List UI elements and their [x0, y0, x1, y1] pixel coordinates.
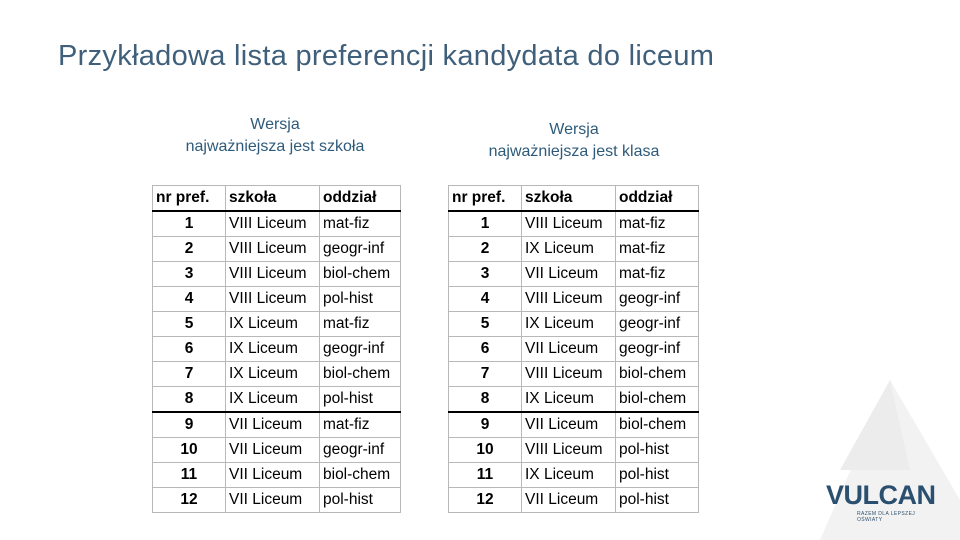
pref-number-cell: 10: [449, 438, 522, 463]
school-cell: IX Liceum: [522, 387, 616, 413]
header-class: oddział: [320, 186, 401, 212]
pref-number-cell: 5: [449, 312, 522, 337]
school-cell: VII Liceum: [522, 488, 616, 513]
class-cell: pol-hist: [320, 488, 401, 513]
school-cell: VII Liceum: [522, 262, 616, 287]
table-row: [449, 337, 699, 362]
class-cell: mat-fiz: [320, 312, 401, 337]
logo-tagline: RAZEM DLA LEPSZEJ OŚWIATY: [857, 511, 916, 523]
table-row: [153, 211, 401, 237]
header-school: szkoła: [226, 186, 320, 212]
left-caption-line2: najważniejsza jest szkoła: [185, 138, 365, 155]
school-cell: IX Liceum: [522, 237, 616, 262]
pref-number-cell: 3: [153, 262, 226, 287]
pref-number-cell: 4: [153, 287, 226, 312]
table-row: [153, 362, 401, 387]
class-cell: geogr-inf: [320, 438, 401, 463]
header-pref-number: nr pref.: [449, 186, 522, 212]
pref-number-cell: 10: [153, 438, 226, 463]
pref-number-cell: 9: [153, 412, 226, 438]
class-priority-table: [448, 185, 699, 513]
class-cell: mat-fiz: [616, 237, 699, 262]
class-cell: geogr-inf: [616, 287, 699, 312]
header-class: oddział: [616, 186, 699, 212]
class-cell: geogr-inf: [616, 312, 699, 337]
class-cell: geogr-inf: [320, 337, 401, 362]
table-row: [449, 412, 699, 438]
class-cell: pol-hist: [616, 463, 699, 488]
class-cell: mat-fiz: [320, 412, 401, 438]
school-cell: VII Liceum: [226, 463, 320, 488]
school-priority-table: [152, 185, 401, 513]
right-caption-line2: najważniejsza jest klasa: [488, 143, 660, 160]
table-row: [153, 463, 401, 488]
pref-number-cell: 8: [449, 387, 522, 413]
pref-number-cell: 7: [153, 362, 226, 387]
pref-number-cell: 4: [449, 287, 522, 312]
table-row: [449, 312, 699, 337]
class-cell: biol-chem: [616, 362, 699, 387]
pref-number-cell: 12: [153, 488, 226, 513]
class-cell: biol-chem: [320, 463, 401, 488]
class-cell: mat-fiz: [616, 262, 699, 287]
right-table-caption: [446, 119, 702, 163]
school-cell: VIII Liceum: [226, 262, 320, 287]
pref-number-cell: 6: [449, 337, 522, 362]
school-cell: VII Liceum: [522, 337, 616, 362]
class-cell: pol-hist: [616, 488, 699, 513]
pref-number-cell: 11: [449, 463, 522, 488]
vulcan-logo: [826, 480, 938, 523]
class-cell: biol-chem: [616, 387, 699, 413]
class-cell: mat-fiz: [616, 211, 699, 237]
school-cell: IX Liceum: [522, 312, 616, 337]
school-cell: VII Liceum: [226, 412, 320, 438]
slide-title: Przykładowa lista preferencji kandydata do liceum: [58, 40, 715, 72]
pref-number-cell: 12: [449, 488, 522, 513]
table-row: [449, 362, 699, 387]
table-row: [153, 337, 401, 362]
table-row: [153, 262, 401, 287]
table-row: [449, 463, 699, 488]
school-cell: VIII Liceum: [226, 211, 320, 237]
class-cell: pol-hist: [616, 438, 699, 463]
pref-number-cell: 2: [153, 237, 226, 262]
school-cell: VIII Liceum: [522, 287, 616, 312]
class-cell: pol-hist: [320, 387, 401, 413]
school-cell: VIII Liceum: [522, 211, 616, 237]
table-row: [449, 287, 699, 312]
table-row: [449, 262, 699, 287]
pref-number-cell: 1: [153, 211, 226, 237]
table-row: [449, 237, 699, 262]
table-row: [449, 387, 699, 413]
pref-number-cell: 7: [449, 362, 522, 387]
pref-number-cell: 2: [449, 237, 522, 262]
pref-number-cell: 6: [153, 337, 226, 362]
table-row: [153, 287, 401, 312]
school-cell: IX Liceum: [522, 463, 616, 488]
school-cell: IX Liceum: [226, 387, 320, 413]
class-cell: biol-chem: [320, 262, 401, 287]
left-caption-line1: Wersja: [250, 116, 300, 133]
table-row: [153, 237, 401, 262]
table-row: [449, 211, 699, 237]
school-cell: VIII Liceum: [226, 287, 320, 312]
class-cell: geogr-inf: [320, 237, 401, 262]
school-cell: VII Liceum: [226, 438, 320, 463]
school-cell: VII Liceum: [226, 488, 320, 513]
class-cell: biol-chem: [320, 362, 401, 387]
right-caption-line1: Wersja: [549, 121, 599, 138]
class-cell: geogr-inf: [616, 337, 699, 362]
table-header-row: [153, 186, 401, 212]
pref-number-cell: 1: [449, 211, 522, 237]
school-cell: VIII Liceum: [522, 362, 616, 387]
table-row: [153, 438, 401, 463]
pref-number-cell: 3: [449, 262, 522, 287]
header-school: szkoła: [522, 186, 616, 212]
pref-number-cell: 11: [153, 463, 226, 488]
school-cell: IX Liceum: [226, 312, 320, 337]
table-row: [449, 488, 699, 513]
pref-number-cell: 8: [153, 387, 226, 413]
class-cell: pol-hist: [320, 287, 401, 312]
header-pref-number: nr pref.: [153, 186, 226, 212]
left-table-caption: [150, 114, 400, 158]
school-cell: VII Liceum: [522, 412, 616, 438]
class-cell: mat-fiz: [320, 211, 401, 237]
school-cell: VIII Liceum: [226, 237, 320, 262]
table-row: [153, 412, 401, 438]
school-cell: IX Liceum: [226, 337, 320, 362]
table-row: [153, 312, 401, 337]
school-cell: VIII Liceum: [522, 438, 616, 463]
table-row: [153, 387, 401, 413]
logo-name: VULCAN: [826, 480, 936, 510]
school-cell: IX Liceum: [226, 362, 320, 387]
class-cell: biol-chem: [616, 412, 699, 438]
pref-number-cell: 9: [449, 412, 522, 438]
table-row: [153, 488, 401, 513]
pref-number-cell: 5: [153, 312, 226, 337]
table-row: [449, 438, 699, 463]
table-header-row: [449, 186, 699, 212]
